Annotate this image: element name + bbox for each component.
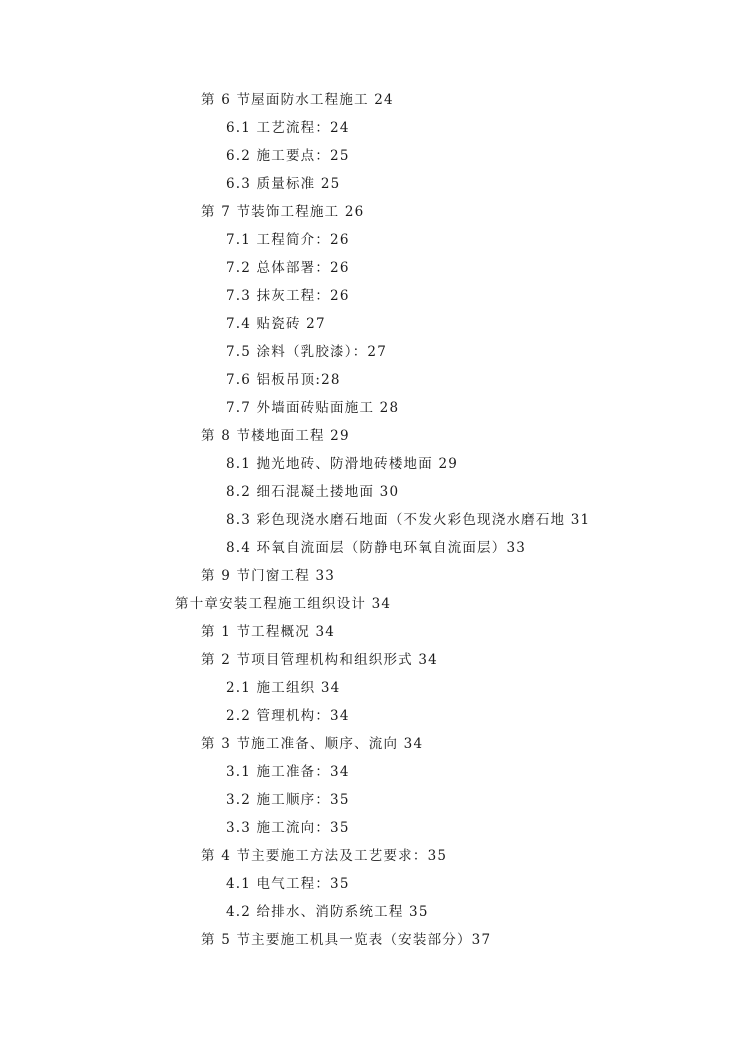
toc-entry: 6.2 施工要点：25 bbox=[226, 148, 350, 164]
toc-entry: 7.3 抹灰工程：26 bbox=[226, 288, 350, 304]
toc-entry: 4.2 给排水、消防系统工程 35 bbox=[226, 904, 429, 920]
toc-entry: 8.2 细石混凝土搂地面 30 bbox=[226, 484, 400, 500]
toc-entry: 第 4 节主要施工方法及工艺要求：35 bbox=[201, 848, 448, 864]
toc-entry: 8.4 环氧自流面层（防静电环氧自流面层）33 bbox=[226, 540, 527, 556]
toc-entry: 6.1 工艺流程：24 bbox=[226, 120, 350, 136]
toc-entry: 7.2 总体部署：26 bbox=[226, 260, 350, 276]
toc-entry: 第 9 节门窗工程 33 bbox=[201, 568, 336, 584]
toc-entry: 第 1 节工程概况 34 bbox=[201, 624, 336, 640]
toc-entry: 第 5 节主要施工机具一览表（安装部分）37 bbox=[201, 932, 492, 948]
toc-entry: 第 2 节项目管理机构和组织形式 34 bbox=[201, 652, 438, 668]
toc-entry: 3.1 施工准备：34 bbox=[226, 764, 350, 780]
toc-entry: 2.1 施工组织 34 bbox=[226, 680, 341, 696]
toc-entry: 8.1 抛光地砖、防滑地砖楼地面 29 bbox=[226, 456, 459, 472]
toc-chapter: 第十章安装工程施工组织设计 34 bbox=[175, 596, 392, 612]
toc-entry: 第 8 节楼地面工程 29 bbox=[201, 428, 350, 444]
toc-entry: 7.7 外墙面砖贴面施工 28 bbox=[226, 400, 400, 416]
toc-entry: 6.3 质量标准 25 bbox=[226, 176, 341, 192]
toc-entry: 第 6 节屋面防水工程施工 24 bbox=[201, 92, 394, 108]
toc-entry: 4.1 电气工程：35 bbox=[226, 876, 350, 892]
toc-entry: 3.3 施工流向：35 bbox=[226, 820, 350, 836]
toc-entry: 7.5 涂料（乳胶漆）：27 bbox=[226, 344, 387, 360]
toc-entry: 第 7 节装饰工程施工 26 bbox=[201, 204, 365, 220]
toc-entry: 7.1 工程简介：26 bbox=[226, 232, 350, 248]
toc-entry: 第 3 节施工准备、顺序、流向 34 bbox=[201, 736, 424, 752]
toc-entry: 2.2 管理机构：34 bbox=[226, 708, 350, 724]
toc-entry: 3.2 施工顺序：35 bbox=[226, 792, 350, 808]
toc-entry: 7.6 铝板吊顶:28 bbox=[226, 372, 341, 388]
toc-entry: 7.4 贴瓷砖 27 bbox=[226, 316, 326, 332]
toc-entry: 8.3 彩色现浇水磨石地面（不发火彩色现浇水磨石地 31 bbox=[226, 512, 591, 528]
